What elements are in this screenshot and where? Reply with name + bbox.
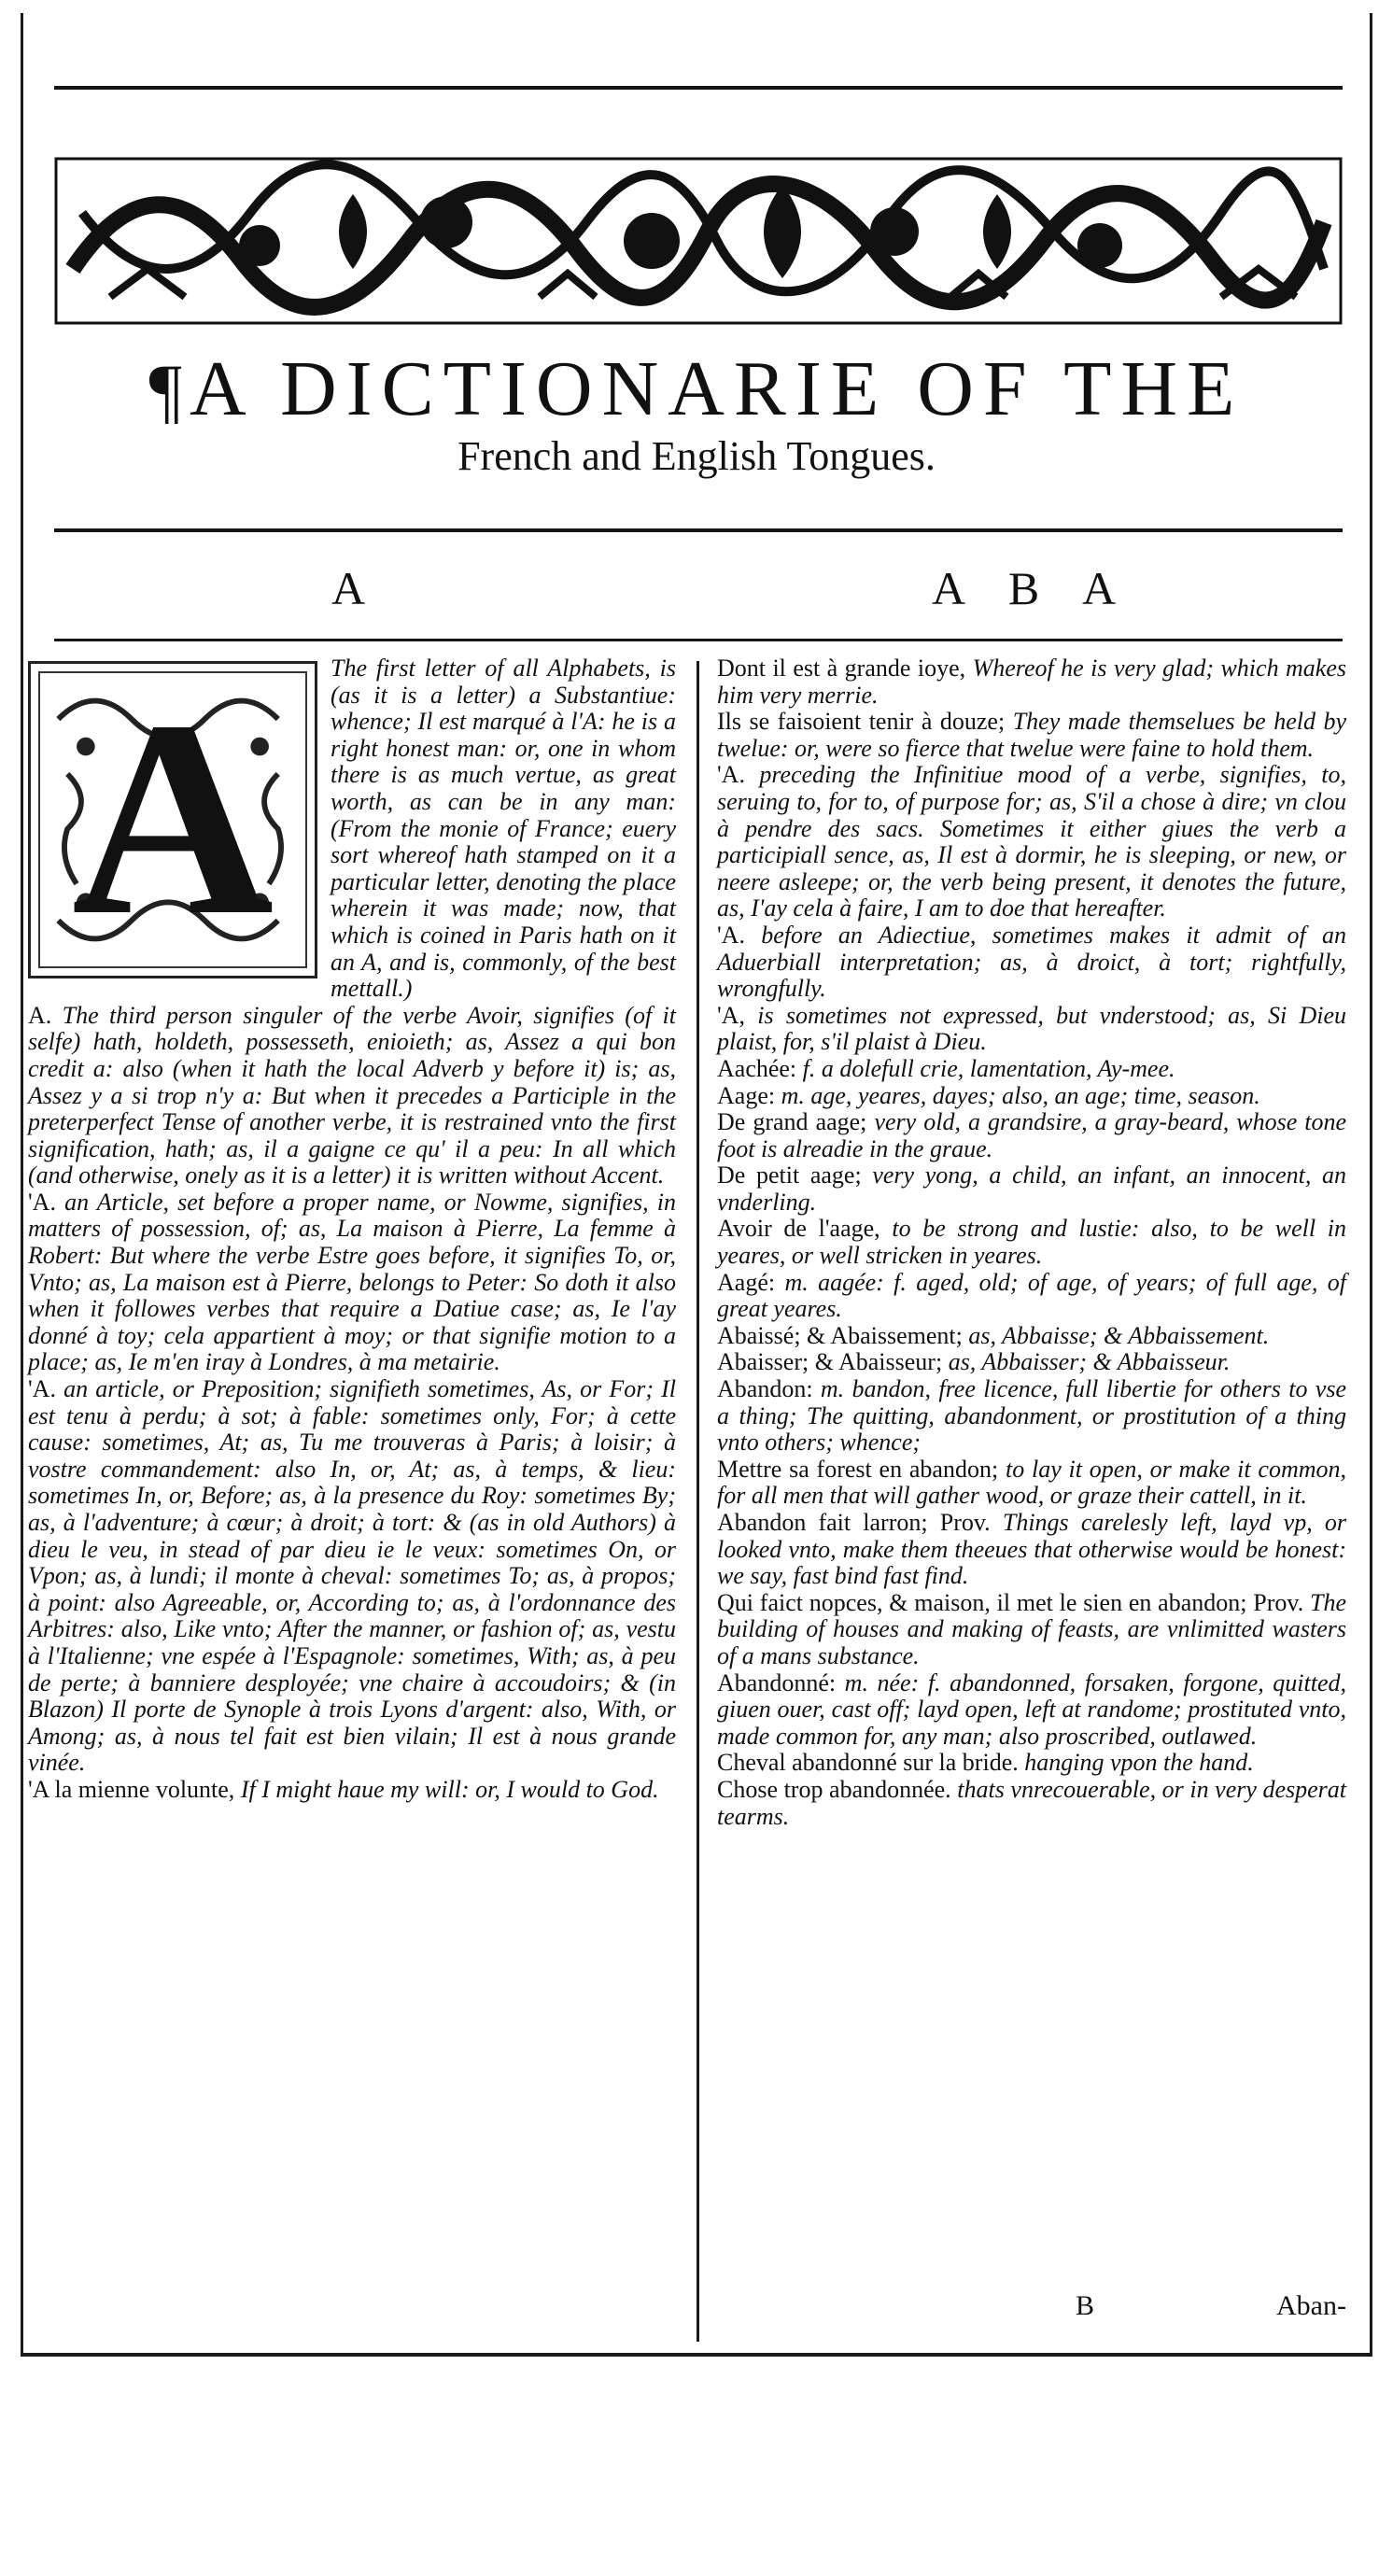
head-rule [54, 639, 1343, 641]
right-entries [717, 655, 1346, 1830]
dictionary-entry [717, 1510, 1346, 1590]
entry-headword: Aagé: [717, 1268, 776, 1296]
entry-definition: thats vnrecouerable, or in very desperat tearms. [717, 1775, 1346, 1830]
entry-definition: as, Abbaisse; & Abbaissement. [968, 1321, 1270, 1349]
dictionary-entry [28, 1376, 676, 1777]
entry-headword: Avoir de l'aage, [717, 1215, 880, 1243]
page-subtitle: French and English Tongues. [457, 433, 936, 479]
left-column [28, 655, 676, 1804]
entry-definition: The third person singuler of the verbe Avoir, signifies (of it selfe) hath, holdeth, possesseth, enioieth; as, Assez a qui bon credit a: also (when it hath the local Adverb y before it) is; as, Assez y a si trop n'y a: But when it precedes a Participle in the preterperfect Tense of another verbe, it is restrained vnto the first signification, hath; as, il a gaigne ce qu' il a peu: In all which (and otherwise, onely as it is a letter) it is written without Accent. [28, 1001, 676, 1189]
entry-definition: very old, a grandsire, a gray-beard, whose tone foot is alreadie in the graue. [717, 1108, 1347, 1162]
entry-headword: De petit aage; [717, 1161, 862, 1189]
entry-definition: m. née: f. abandonned, forsaken, forgone, quitted, giuen ouer, cast off; layd open, left at randome; prostituted vnto, made common for, any man; also proscribed, outlawed. [717, 1668, 1347, 1750]
signature-mark: B [1076, 2290, 1095, 2321]
dictionary-entry [717, 1270, 1346, 1323]
entry-headword: Aage: [717, 1081, 776, 1109]
dictionary-entry [717, 922, 1346, 1003]
entry-definition: is sometimes not expressed, but vnderstood; as, Si Dieu plaist, for, s'il plaist à Dieu. [717, 1001, 1346, 1056]
dictionary-entry [717, 655, 1346, 709]
entry-definition: an Article, set before a proper name, or Nowme, signifies, in matters of possession, of; as, La maison à Pierre, La femme à Robert: But where the verbe Estre goes before, it signifies To, or, Vnto; as, La maison est à Pierre, belongs to Peter: So doth it also when it followes verbes that require a Datiue case; as, Ie l'ay donné à toy; cela appartient à moy; or that signifie motion to a place; as, Ie m'en iray à Londres, à ma metairie. [28, 1188, 677, 1376]
entry-headword: Abandon fait larron; Prov. [717, 1509, 991, 1536]
dictionary-entry [717, 1590, 1346, 1670]
entry-headword: 'A. [28, 1188, 56, 1216]
right-column [717, 655, 1346, 1830]
dictionary-entry [717, 1056, 1346, 1083]
dictionary-entry [717, 1777, 1346, 1830]
title-line [37, 347, 1356, 432]
dictionary-entry [717, 1376, 1346, 1457]
dictionary-entry [717, 709, 1346, 762]
entry-definition: The first letter of all Alphabets, is (as it is a letter) a Substantiue: whence; Il est marqué à l'A: he is a right honest man: or, one in whom there is as much vertue, as great worth, as can be in any man: (From the monie of France; euery sort whereof hath stamped on it a particular letter, denoting the place wherein it was made; now, that which is coined in Paris hath on it an A, and is, commonly, of the best mettall.) [331, 655, 676, 1003]
entry-definition: to be strong and lustie: also, to be well in yeares, or well stricken in yeares. [717, 1215, 1347, 1270]
dictionary-entry [717, 1323, 1346, 1350]
dropcap-letter: A [71, 663, 274, 973]
entry-headword: Cheval abandonné sur la bride. [717, 1749, 1019, 1777]
entry-headword: Aachée: [717, 1054, 797, 1082]
entry-definition: If I might haue my will: or, I would to God. [240, 1775, 659, 1803]
entry-definition: f. a dolefull crie, lamentation, Ay-mee. [802, 1054, 1175, 1082]
entry-definition: The building of houses and making of feasts, are vnlimitted wasters of a mans substance. [717, 1588, 1346, 1669]
entry-headword: Ils se faisoient tenir à douze; [717, 708, 1006, 736]
entry-definition: m. bandon, free licence, full libertie for others to vse a thing; The quitting, abandonment, or prostitution of a thing vnto others; whence; [717, 1375, 1346, 1457]
dictionary-entry [717, 1349, 1346, 1376]
dictionary-entry [717, 1162, 1346, 1216]
entry-headword: 'A. [717, 921, 745, 949]
dictionary-entry [717, 1670, 1346, 1751]
entry-definition: Whereof he is very glad; which makes him very merrie. [717, 655, 1347, 709]
page-title: A DICTIONARIE OF THE [189, 345, 1245, 432]
entry-definition: before an Adiectiue, sometimes makes it admit of an Aduerbiall interpretation; as, à droict, à tort; rightfully, wrongfully. [717, 921, 1346, 1003]
column-divider [696, 661, 699, 2342]
entry-headword: Dont il est à grande ioye, [717, 655, 966, 682]
dictionary-entry [717, 1216, 1346, 1269]
catchword: Aban- [1276, 2290, 1346, 2321]
running-head-right: A B A [932, 562, 1133, 614]
pilcrow-mark: ¶ [148, 349, 182, 430]
entry-headword: Chose trop abandonnée. [717, 1775, 951, 1803]
dictionary-entry [28, 1777, 676, 1804]
entry-definition: m. aagée: f. aged, old; of age, of years; of full age, of great yeares. [717, 1268, 1347, 1323]
entry-definition: m. age, yeares, dayes; also, an age; time, season. [781, 1081, 1260, 1109]
entry-headword: Mettre sa forest en abandon; [717, 1455, 999, 1483]
entry-headword: 'A. [28, 1375, 56, 1403]
entry-definition: an article, or Preposition; signifieth sometimes, As, or For; Il est tenu à perdu; à sot; à fable: sometimes only, For; à cette cause: sometimes, At; as, Tu me trouveras à Paris; à loisir; à vostre commandement: also In, or, At; as, à temps, & lieu: sometimes In, or, Before; as, à la presence du Roy: sometimes By; as, à l'adventure; à cœur; à droit; à tort: & (as in old Authors) à dieu le veu, in stead of par dieu ie le veux: sometimes On, or Vpon; as, à lundi; il monte à cheval: sometimes To; as, à propos; à point: also Agreeable, or, According to; as, à l'ordonnance des Arbitres: also, Like vnto; After the manner, or fashion of; as, vestu à l'Italienne; vne espée à l'Espagnole: sometimes, With; as, à peu de perte; à banniere desployée; vne chaire à accoudoirs; & (in Blazon) Il porte de Synople à trois Lyons d'argent: also, With, or Among; as, à nous tel fait est bien vilain; Il est à nous grande vinée. [28, 1375, 676, 1777]
dictionary-entry [28, 1189, 676, 1376]
entry-headword: Abaissé; & Abaissement; [717, 1321, 963, 1349]
entry-definition: Things carelesly left, layd vp, or looked vnto, make them theeues that otherwise would be honest: we say, fast bind fast find. [717, 1509, 1346, 1590]
entry-definition: to lay it open, or make it common, for all men that will gather wood, or graze their cattell, in it. [717, 1455, 1346, 1510]
entry-headword: 'A. [717, 761, 745, 789]
entry-headword: Qui faict nopces, & maison, il met le sien en abandon; Prov. [717, 1588, 1304, 1616]
ornamental-headpiece [54, 157, 1343, 325]
entry-definition: very yong, a child, an infant, an innocent, an vnderling. [717, 1161, 1347, 1216]
entry-headword: Abandon: [717, 1375, 813, 1403]
entry-definition: They made themselues be held by twelue: or, were so fierce that twelue were faine to hold them. [717, 708, 1347, 762]
entry-headword: A. [28, 1001, 52, 1029]
dictionary-entry [717, 1003, 1346, 1056]
entry-headword: 'A la mienne volunte, [28, 1775, 235, 1803]
dictionary-entry [717, 1457, 1346, 1510]
title-rule [54, 528, 1343, 532]
entry-headword: Abandonné: [717, 1668, 837, 1696]
entry-definition: hanging vpon the hand. [1024, 1749, 1254, 1777]
entry-headword: 'A, [717, 1001, 745, 1029]
dictionary-entry [28, 1003, 676, 1189]
dictionary-entry [717, 762, 1346, 922]
dictionary-entry [717, 1109, 1346, 1162]
entry-definition: preceding the Infinitiue mood of a verbe, signifies, to, seruing to, for to, of purpose for; as, S'il a chose à dire; vn clou à pendre des sacs. Sometimes it either giues the verb a participiall sence, as, Il est à dormir, he is sleeping, or new, or neere asleepe; or, the verb being present, it denotes the future, as, I'ay cela à faire, I am to doe that hereafter. [717, 761, 1347, 922]
dropcap-initial [28, 661, 317, 978]
dictionary-entry [717, 1750, 1346, 1777]
dictionary-entry [717, 1083, 1346, 1110]
entry-headword: Abaisser; & Abaisseur; [717, 1348, 943, 1376]
running-head-left: A [331, 562, 383, 614]
top-rule [54, 86, 1343, 90]
entry-definition: as, Abbaisser; & Abbaisseur. [948, 1348, 1231, 1376]
entry-headword: De grand aage; [717, 1108, 867, 1136]
